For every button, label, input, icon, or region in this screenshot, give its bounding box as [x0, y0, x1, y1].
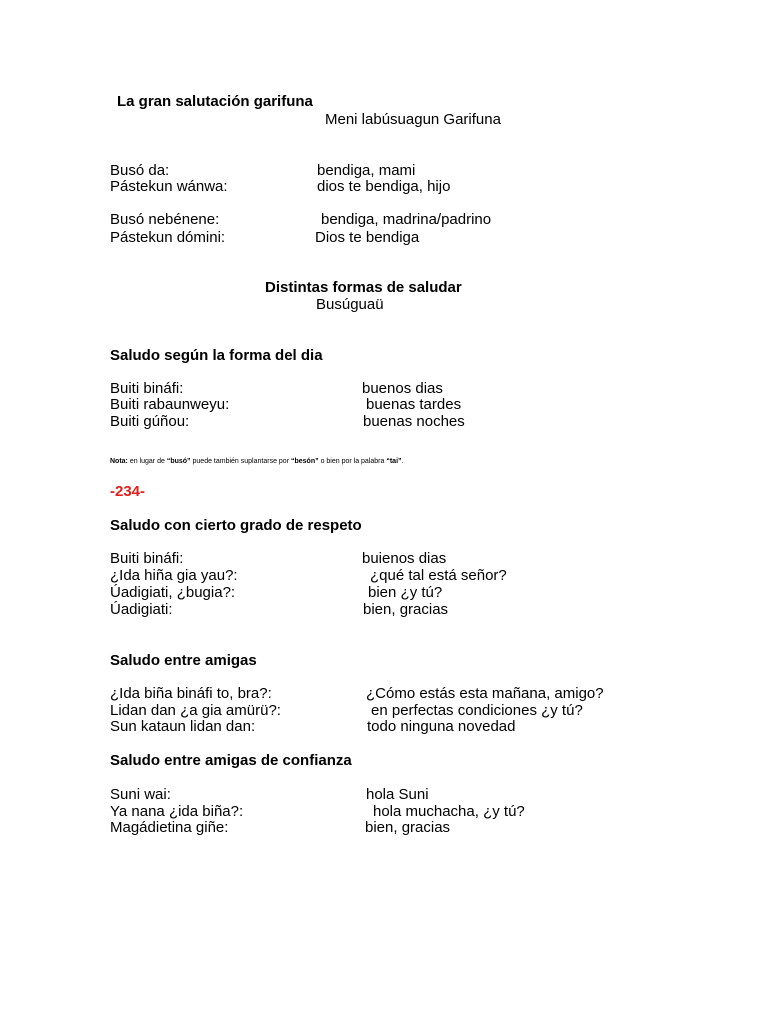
trust-garifuna-1: Suni wai: [110, 786, 171, 803]
respect-spanish-1: buienos dias [362, 550, 447, 567]
note-label: Nota: [110, 458, 128, 465]
trust-garifuna-2: Ya nana ¿ida biña?: [110, 803, 244, 820]
note-text-4: . [401, 458, 404, 465]
respect-garifuna-2: ¿Ida hiña gia yau?: [110, 567, 238, 584]
day-spanish-2: buenas tardes [366, 396, 462, 413]
intro-garifuna-2: Pástekun wánwa: [110, 178, 228, 195]
note-text-3: o bien por la palabra [320, 458, 385, 465]
note [110, 457, 403, 466]
respect-garifuna-3: Úadigiati, ¿bugia?: [110, 584, 236, 601]
intro-spanish-4: Dios te bendiga [315, 229, 420, 246]
friends-garifuna-3: Sun kataun lidan dan: [110, 718, 256, 735]
intro-garifuna-3: Busó nebénene: [110, 211, 220, 228]
respect-heading: Saludo con cierto grado de respeto [110, 517, 362, 534]
friends-garifuna-2: Lidan dan ¿a gia amürü?: [110, 702, 281, 719]
respect-garifuna-1: Buiti bináfi: [110, 550, 184, 567]
note-text-2: puede también suplantarse por [192, 458, 290, 465]
respect-spanish-4: bien, gracias [363, 601, 449, 618]
section-title: Distintas formas de saludar [265, 279, 462, 296]
trust-heading: Saludo entre amigas de confianza [110, 752, 352, 769]
note-word-1: “busó” [166, 458, 191, 465]
trust-spanish-3: bien, gracias [365, 819, 451, 836]
intro-spanish-1: bendiga, mami [317, 162, 416, 179]
page-number: -234- [110, 483, 146, 500]
friends-spanish-3: todo ninguna novedad [367, 718, 516, 735]
friends-heading: Saludo entre amigas [110, 652, 257, 669]
intro-spanish-2: dios te bendiga, hijo [317, 178, 451, 195]
day-spanish-1: buenos dias [362, 380, 443, 397]
intro-garifuna-4: Pástekun dómini: [110, 229, 226, 246]
day-garifuna-2: Buiti rabaunweyu: [110, 396, 230, 413]
trust-spanish-1: hola Suni [366, 786, 429, 803]
note-text-1: en lugar de [129, 458, 165, 465]
day-garifuna-1: Buiti bináfi: [110, 380, 184, 397]
friends-garifuna-1: ¿Ida biña bináfi to, bra?: [110, 685, 272, 702]
trust-garifuna-3: Magádietina giñe: [110, 819, 229, 836]
page-title: La gran salutación garifuna [117, 93, 313, 110]
intro-garifuna-1: Busó da: [110, 162, 170, 179]
respect-spanish-3: bien ¿y tú? [368, 584, 443, 601]
note-word-3: “tai” [386, 458, 402, 465]
friends-spanish-1: ¿Cómo estás esta mañana, amigo? [366, 685, 604, 702]
note-word-2: “besón” [290, 458, 319, 465]
section-subtitle: Busúguaü [316, 296, 384, 313]
friends-spanish-2: en perfectas condiciones ¿y tú? [371, 702, 583, 719]
day-spanish-3: buenas noches [363, 413, 465, 430]
day-heading: Saludo según la forma del dia [110, 347, 323, 364]
page-subtitle: Meni labúsuagun Garifuna [325, 111, 501, 128]
day-garifuna-3: Buiti gúñou: [110, 413, 190, 430]
respect-spanish-2: ¿qué tal está señor? [370, 567, 507, 584]
intro-spanish-3: bendiga, madrina/padrino [321, 211, 492, 228]
trust-spanish-2: hola muchacha, ¿y tú? [373, 803, 525, 820]
respect-garifuna-4: Úadigiati: [110, 601, 173, 618]
